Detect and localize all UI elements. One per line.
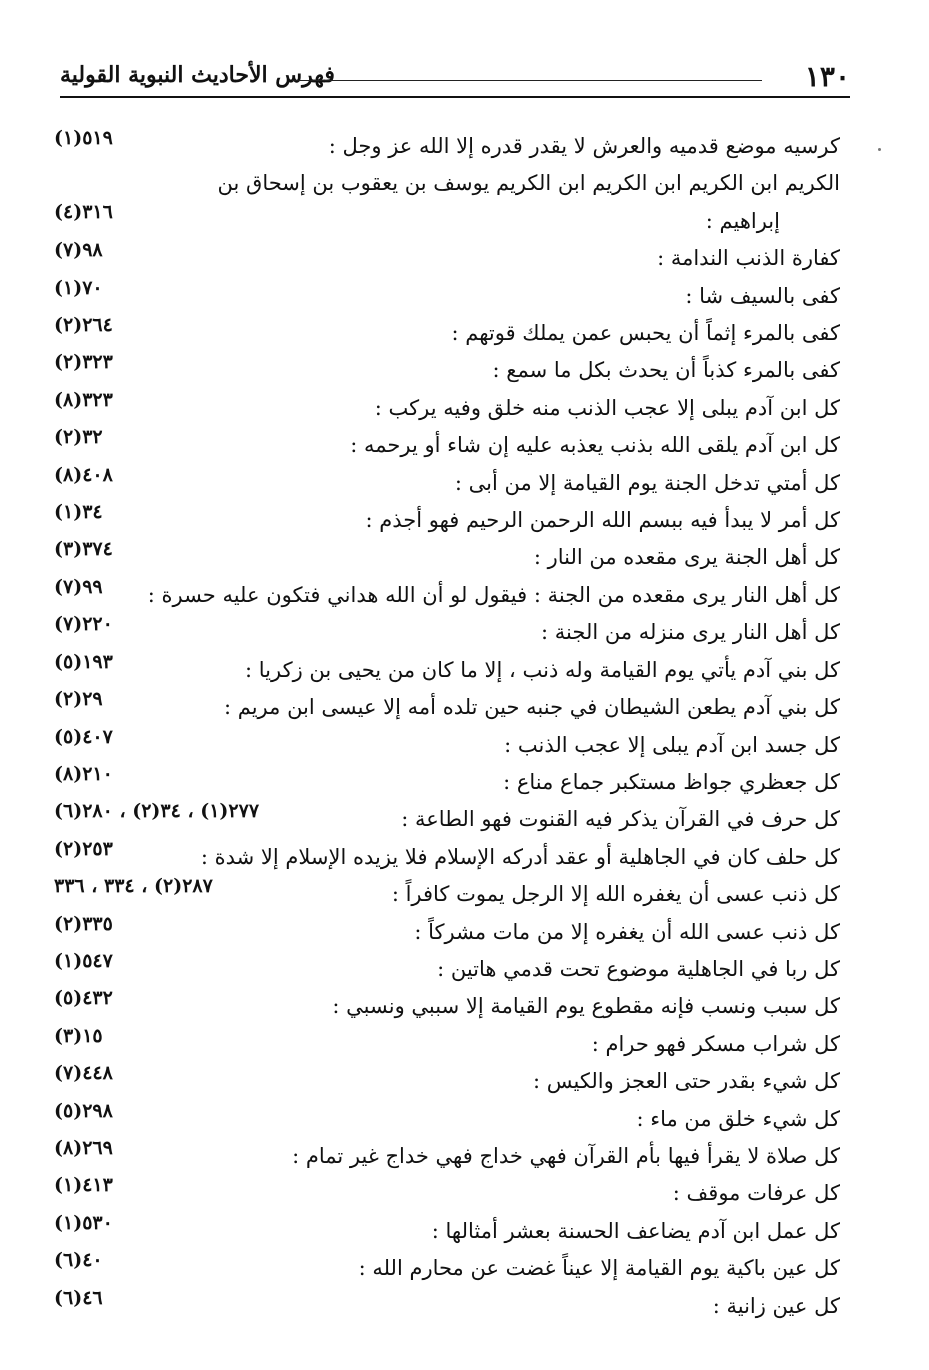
- hadith-text: كل صلاة لا يقرأ فيها بأم القرآن فهي خداج فهي خداج غير تمام :: [292, 1143, 840, 1168]
- page-reference: ٣٣٥(٢): [54, 912, 113, 935]
- hadith-text: كرسيه موضع قدميه والعرش لا يقدر قدره إلا الله عز وجل :: [328, 134, 840, 158]
- index-entry: [40, 689, 840, 726]
- page-reference: ٢٥٣(٢): [54, 837, 113, 860]
- hadith-text: كل بني آدم يأتي يوم القيامة وله ذنب ، إلا ما كان من يحيى بن زكريا :: [245, 657, 840, 682]
- hadith-text: كل جسد ابن آدم يبلى إلا عجب الذنب :: [504, 732, 840, 757]
- hadith-text: كل عرفات موقف :: [672, 1181, 840, 1206]
- index-entry: [40, 1250, 840, 1287]
- running-title: فهرس الأحاديث النبوية القولية: [60, 62, 335, 88]
- index-entry: [40, 539, 840, 576]
- page-reference: ٩٨(٧): [54, 239, 103, 262]
- index-entry: [40, 315, 840, 352]
- page-reference: ٣٧٤(٣): [54, 538, 113, 561]
- index-entry: [40, 427, 840, 464]
- index-entry: [40, 652, 840, 689]
- hadith-text: كفارة الذنب الندامة :: [657, 246, 840, 271]
- index-entry: [40, 614, 840, 651]
- page-reference: ١٩٣(٥): [54, 650, 113, 673]
- index-entry: [40, 951, 840, 988]
- hadith-text: كل ابن آدم يلقى الله بذنب يعذبه عليه إن شاء أو يرحمه :: [350, 433, 840, 458]
- hadith-text: [125, 165, 840, 240]
- page-header: [60, 58, 850, 98]
- page-reference: ٢٧٧(١) ، ٣٤(٢) ، ٢٨٠(٦): [54, 800, 260, 823]
- page-reference: ٣٢(٢): [54, 426, 103, 449]
- page-reference: ٤٦(٦): [54, 1286, 103, 1309]
- hadith-text: كل جعظري جواظ مستكبر جماع مناع :: [503, 769, 840, 794]
- page-reference: ٥١٩(١): [54, 127, 113, 149]
- index-entry: [40, 801, 840, 838]
- index-entry: [40, 727, 840, 764]
- page-number: ١٣٠: [804, 60, 850, 93]
- page-reference: ٢٩٨(٥): [54, 1099, 113, 1122]
- page-reference: ٤٠٨(٨): [54, 463, 113, 486]
- hadith-text: كل عمل ابن آدم يضاعف الحسنة بعشر أمثالها :: [431, 1218, 840, 1243]
- index-entry: [40, 577, 840, 614]
- page-reference: ٩٩(٧): [54, 575, 103, 598]
- index-entry: [40, 1026, 840, 1063]
- index-entry: [40, 988, 840, 1025]
- hadith-text: كل سبب ونسب فإنه مقطوع يوم القيامة إلا سببي ونسبي :: [332, 994, 840, 1019]
- hadith-text: كل عين باكية يوم القيامة إلا عيناً غضت عن محارم الله :: [358, 1256, 840, 1281]
- hadith-text: كل عين زانية :: [712, 1293, 840, 1318]
- hadith-text: كل أمتي تدخل الجنة يوم القيامة إلا من أبى :: [454, 470, 840, 495]
- page-reference: ٢٩(٢): [54, 688, 103, 711]
- hadith-text: كل ذنب عسى أن يغفره الله إلا الرجل يموت كافراً :: [391, 882, 840, 907]
- hadith-text: كفى بالمرء إثماً أن يحبس عمن يملك قوتهم :: [451, 321, 840, 346]
- page-reference: ٤١٣(١): [54, 1174, 113, 1197]
- hadith-text: كل حلف كان في الجاهلية أو عقد أدركه الإسلام فلا يزيده الإسلام إلا شدة :: [200, 844, 840, 869]
- index-entry: [40, 1101, 840, 1138]
- page-reference: ٤٣٢(٥): [54, 987, 113, 1010]
- page-reference: ٣٤(١): [54, 501, 103, 524]
- index-entry: [40, 914, 840, 951]
- index-entry: [40, 1213, 840, 1250]
- hadith-text: كل بني آدم يطعن الشيطان في جنبه حين تلده أمه إلا عيسى ابن مريم :: [223, 695, 840, 720]
- index-entry: [40, 278, 840, 315]
- page-reference: ٣٢٣(٨): [54, 388, 113, 411]
- hadith-text: كفى بالسيف شا :: [685, 283, 840, 308]
- page-reference: ٤٠(٦): [54, 1249, 103, 1272]
- index-entry: [40, 1063, 840, 1100]
- index-entry: [40, 390, 840, 427]
- hadith-text: كفى بالمرء كذباً أن يحدث بكل ما سمع :: [492, 358, 840, 383]
- hadith-index-list: [40, 128, 840, 1325]
- page-reference: ٢٨٧(٢) ، ٣٣٤ ، ٣٣٦: [54, 875, 213, 898]
- hadith-text: كل أهل النار يرى منزله من الجنة :: [541, 620, 840, 645]
- header-dash: [292, 80, 762, 81]
- page-reference: ٥٣٠(١): [54, 1211, 113, 1234]
- page-reference: ٧٠(١): [54, 276, 103, 299]
- hadith-text: كل ربا في الجاهلية موضوع تحت قدمي هاتين :: [437, 956, 840, 981]
- hadith-text-line1: الكريم ابن الكريم ابن الكريم ابن الكريم يوسف بن يعقوب بن إسحاق بن: [217, 171, 840, 196]
- page-reference: ٢٦٩(٨): [54, 1136, 113, 1159]
- hadith-text: كل ذنب عسى الله أن يغفره إلا من مات مشركاً :: [414, 919, 840, 944]
- hadith-text: كل ابن آدم يبلى إلا عجب الذنب منه خلق وفيه يركب :: [374, 395, 840, 420]
- hadith-text: كل شراب مسكر فهو حرام :: [591, 1031, 840, 1056]
- index-entry: [40, 876, 840, 913]
- hadith-text: كل أهل النار يرى مقعده من الجنة : فيقول لو أن الله هداني فتكون عليه حسرة :: [147, 582, 840, 607]
- hadith-text: كل أمر لا يبدأ فيه ببسم الله الرحمن الرحيم فهو أجذم :: [365, 508, 840, 533]
- page-reference: ٢٢٠(٧): [54, 613, 113, 636]
- index-entry: [40, 1138, 840, 1175]
- page-reference: ٢٦٤(٢): [54, 314, 113, 337]
- index-entry: [40, 165, 840, 240]
- header-rule: [60, 96, 850, 98]
- hadith-text: كل شيء خلق من ماء :: [636, 1106, 840, 1131]
- index-entry: [40, 465, 840, 502]
- hadith-text: كل شيء بقدر حتى العجز والكيس :: [532, 1069, 840, 1094]
- page-reference: ٣١٦(٤): [54, 201, 113, 224]
- index-entry: [40, 128, 840, 165]
- page-reference: ٣٢٣(٢): [54, 351, 113, 374]
- page-reference: ٤٤٨(٧): [54, 1062, 113, 1085]
- page-reference: ٤٠٧(٥): [54, 725, 113, 748]
- page-reference: ٢١٠(٨): [54, 762, 113, 785]
- hadith-text-line2: إبراهيم :: [705, 208, 780, 233]
- page-reference: ٥٤٧(١): [54, 949, 113, 972]
- hadith-text: كل أهل الجنة يرى مقعده من النار :: [533, 545, 840, 570]
- index-entry: [40, 502, 840, 539]
- index-entry: [40, 240, 840, 277]
- index-entry: [40, 1175, 840, 1212]
- page-reference: ١٥(٣): [54, 1024, 103, 1047]
- index-entry: [40, 1288, 840, 1325]
- hadith-text: كل حرف في القرآن يذكر فيه القنوت فهو الطاعة :: [401, 807, 840, 832]
- index-entry: [40, 352, 840, 389]
- scan-speck: [878, 148, 881, 151]
